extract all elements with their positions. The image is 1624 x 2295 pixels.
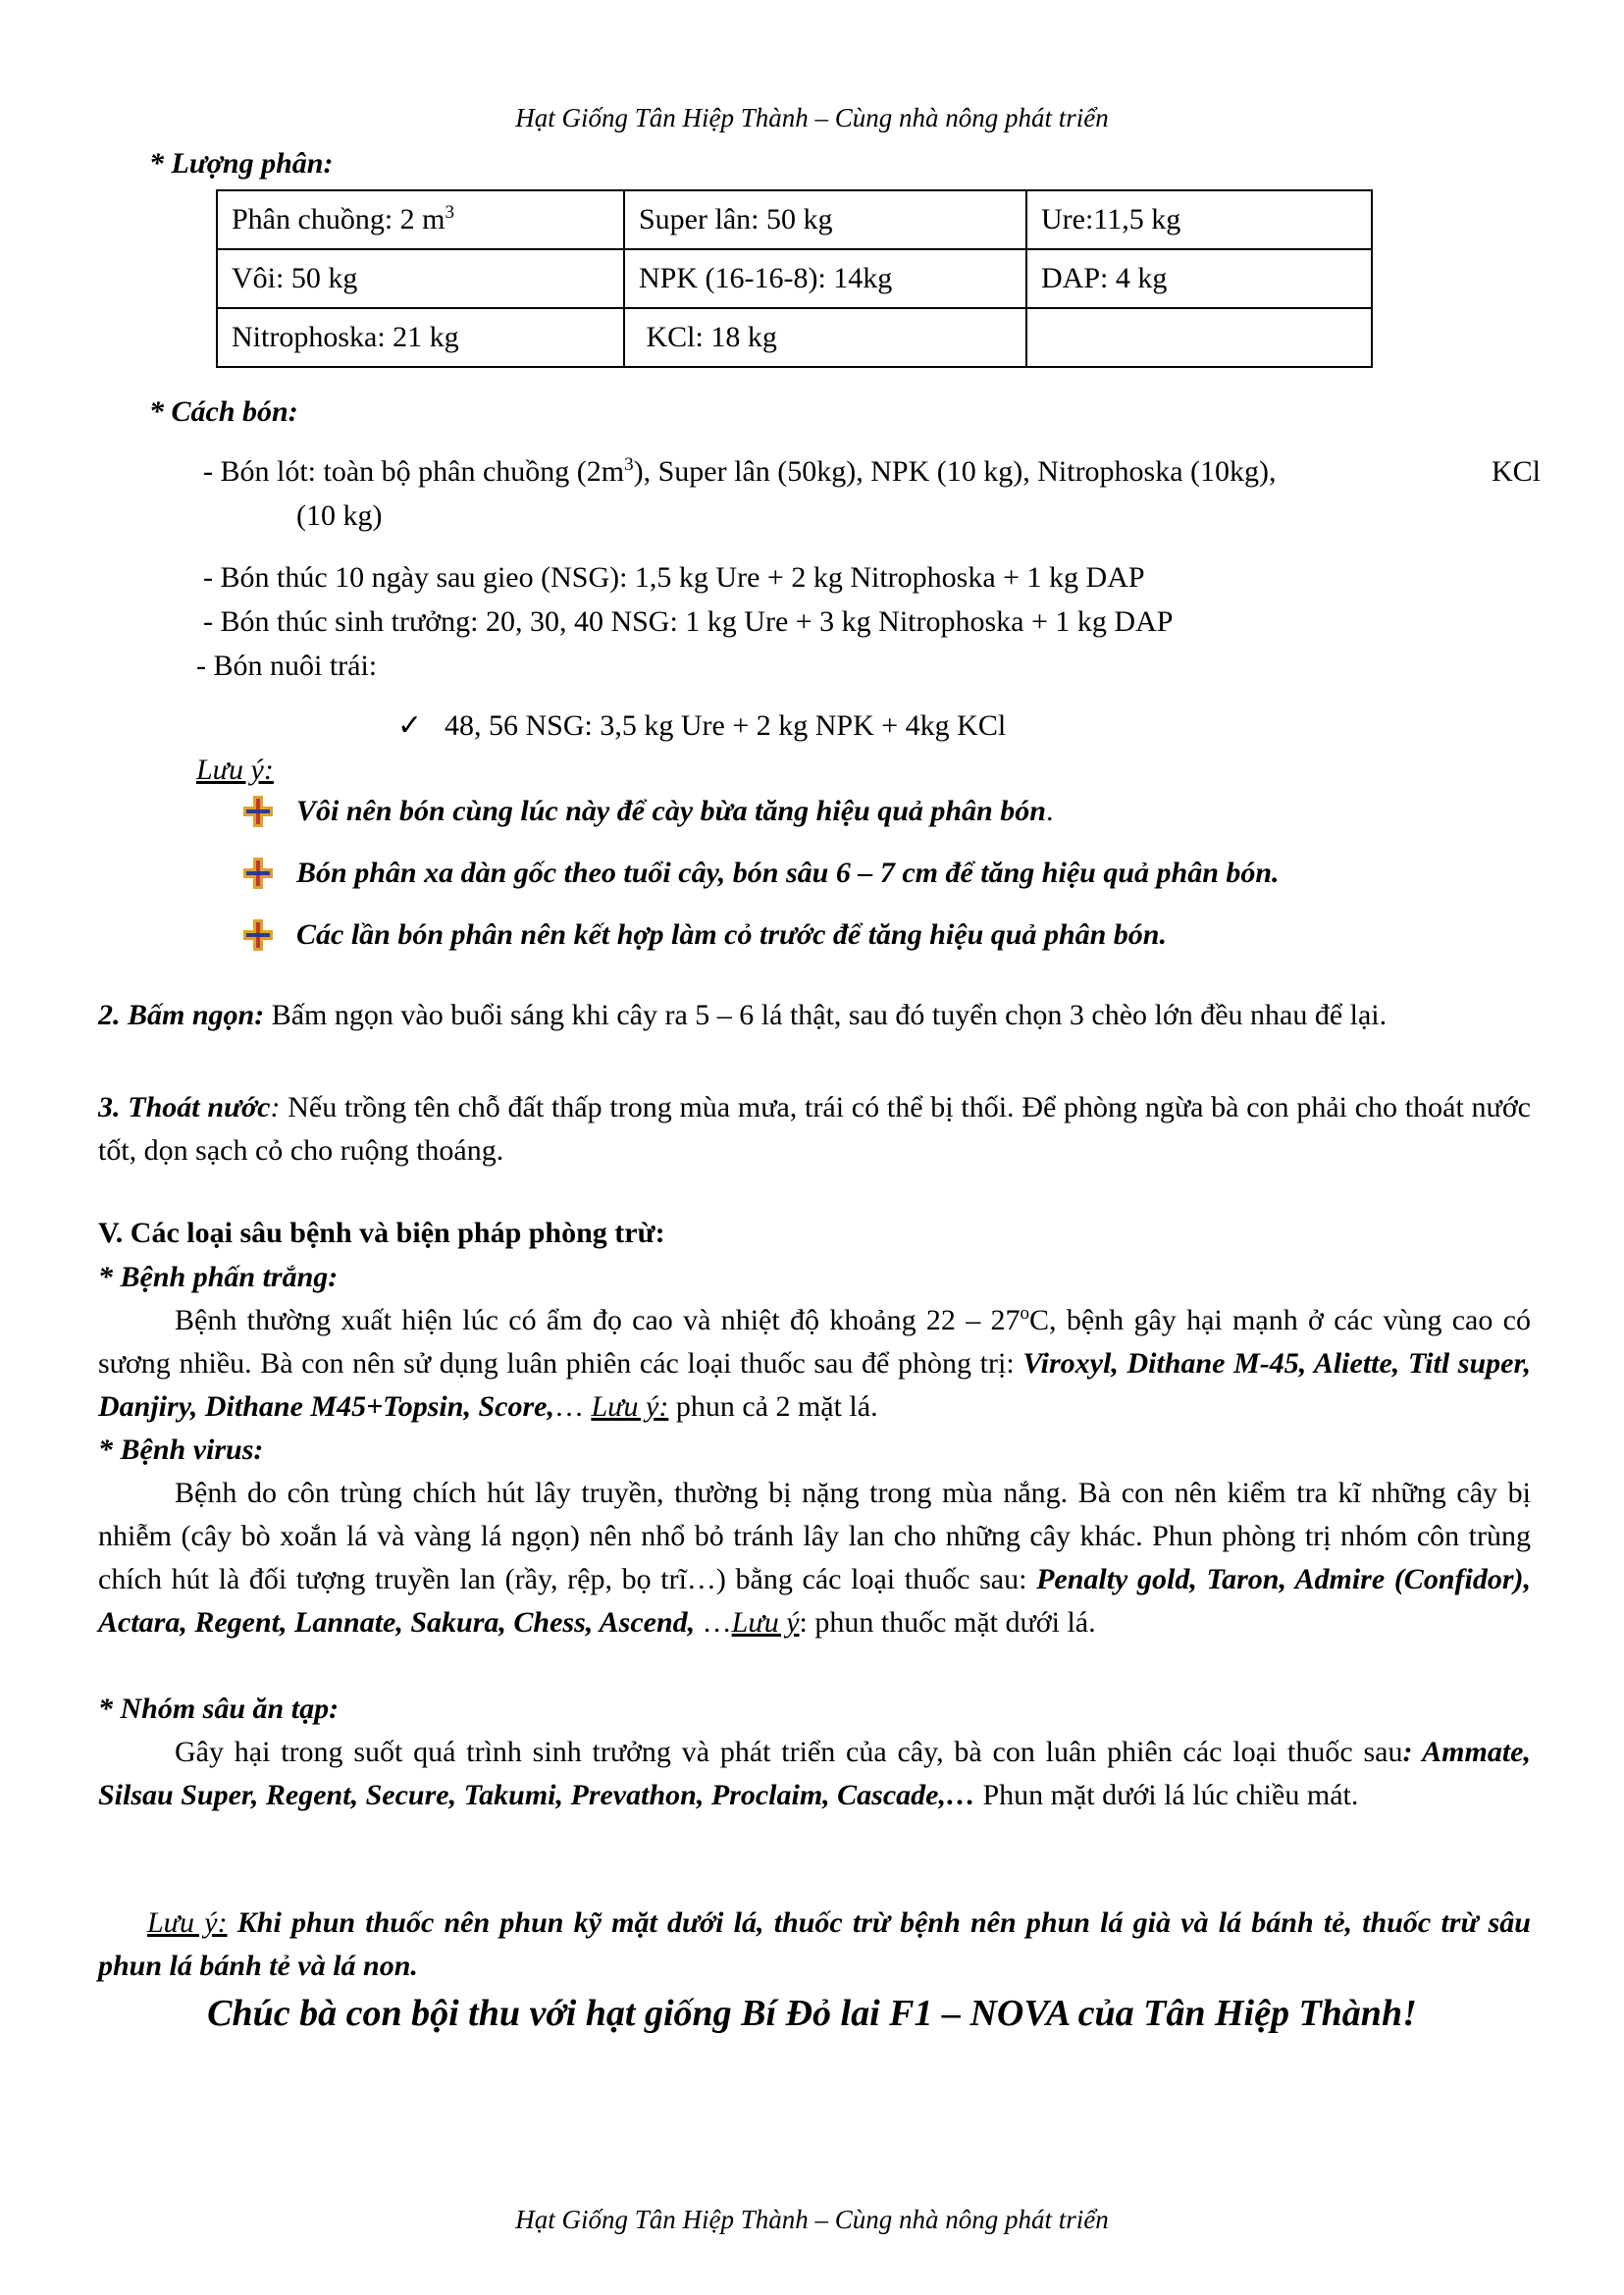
virus-paragraph: Bệnh do côn trùng chích hút lây truyền, thường bị nặng trong mùa nắng. Bà con nên kiểm tra kĩ những cây bị nhiễm (cây bò xoắn lá và vàng lá ngọn) nên nhổ bỏ tránh lây lan cho những cây khác. Phun phòng trị nhóm côn trùng chích hút là đối tượng truyền lan (rầy, rệp, bọ trĩ…) bằng các loại thuốc sau: Penalty gold, Taron, Admire (Confidor), Actara, Regent, Lannate, Sakura, Chess, Ascend, …Lưu ý: phun thuốc mặt dưới lá.	[98, 1477, 1531, 1639]
cross-bullet-icon	[243, 796, 273, 827]
page-header: Hạt Giống Tân Hiệp Thành – Cùng nhà nông phát triển	[515, 103, 1109, 132]
table-cell: Nitrophoska: 21 kg	[217, 308, 624, 367]
table-row	[217, 249, 1372, 308]
check-mark-icon: ✓	[397, 709, 423, 742]
page-footer: Hạt Giống Tân Hiệp Thành – Cùng nhà nông phát triển	[515, 2205, 1109, 2234]
table-cell: Vôi: 50 kg	[217, 249, 624, 308]
fertilizer-amount-title: * Lượng phân:	[149, 147, 334, 180]
caterpillar-title: * Nhóm sâu ăn tạp:	[98, 1693, 340, 1725]
table-cell: DAP: 4 kg	[1026, 249, 1372, 308]
virus-title: * Bệnh virus:	[98, 1434, 264, 1466]
powdery-mildew-title: * Bệnh phấn trắng:	[98, 1261, 339, 1293]
table-cell: NPK (16-16-8): 14kg	[624, 249, 1026, 308]
table-cell: Phân chuồng: 2 $m^3$	[217, 190, 624, 249]
basal-fertilizing-line: - Bón lót: toàn bộ phân chuồng $(2m^3)$, Super lân (50kg), NPK (10 kg), Nitrophoska (10kg),	[203, 454, 1277, 488]
top-dressing-2: - Bón thúc sinh trưởng: 20, 30, 40 NSG: 1 kg Ure + 3 kg Nitrophoska + 1 kg DAP	[203, 605, 1174, 638]
closing-message: Chúc bà con bội thu với hạt giống Bí Đỏ lai F1 – NOVA của Tân Hiệp Thành!	[207, 1993, 1417, 2034]
fruit-feeding-title: - Bón nuôi trái:	[196, 650, 378, 682]
caterpillar-paragraph: Gây hại trong suốt quá trình sinh trưởng và phát triển của cây, bà con luân phiên các loại thuốc sau: Ammate, Silsau Super, Regent, Secure, Takumi, Prevathon, Proclaim, Cascade,… Phun mặt dưới lá lúc chiều mát.	[98, 1736, 1531, 1811]
fertilizer-table	[216, 189, 1373, 368]
note-item: Bón phân xa dàn gốc theo tuổi cây, bón sâu 6 – 7 cm để tăng hiệu quả phân bón.	[296, 857, 1280, 889]
table-cell: Super lân: 50 kg	[624, 190, 1026, 249]
note-item: Các lần bón phân nên kết hợp làm cỏ trước để tăng hiệu quả phân bón.	[296, 918, 1167, 951]
fertilizing-method-title: * Cách bón:	[149, 395, 298, 428]
drainage-paragraph: 3. Thoát nước: Nếu trồng tên chỗ đất thấp trong mùa mưa, trái có thể bị thối. Để phòng ngừa bà con phải cho thoát nước tốt, dọn sạch cỏ cho ruộng thoáng.	[98, 1091, 1532, 1167]
cross-bullet-icon	[243, 858, 273, 889]
note-item: Vôi nên bón cùng lúc này để cày bừa tăng hiệu quả phân bón.	[296, 795, 1054, 827]
cross-bullet-icon	[243, 919, 273, 951]
powdery-mildew-paragraph: Bệnh thường xuất hiện lúc có ẩm đọ cao và nhiệt độ khoảng 22 – 27$^o$C, bệnh gây hại mạnh ở các vùng cao có sương nhiều. Bà con nên sử dụng luân phiên các loại thuốc sau để phòng trị: Viroxyl, Dithane M-45, Aliette, Titl super, Danjiry, Dithane M45+Topsin, Score,… Lưu ý: phun cả 2 mặt lá.	[98, 1303, 1532, 1423]
table-cell: KCl: 18 kg	[624, 308, 1026, 367]
table-row	[217, 308, 1372, 367]
top-dressing-1: - Bón thúc 10 ngày sau gieo (NSG): 1,5 kg Ure + 2 kg Nitrophoska + 1 kg DAP	[203, 561, 1145, 594]
final-note-paragraph: Lưu ý: Khi phun thuốc nên phun kỹ mặt dưới lá, thuốc trừ bệnh nên phun lá già và lá bánh tẻ, thuốc trừ sâu phun lá bánh tẻ và lá non.	[98, 1906, 1531, 1982]
table-cell	[1026, 308, 1372, 367]
pinching-paragraph: 2. Bấm ngọn: Bấm ngọn vào buổi sáng khi cây ra 5 – 6 lá thật, sau đó tuyển chọn 3 chèo lớn đều nhau để lại.	[98, 999, 1388, 1031]
basal-fertilizing-kcl: KCl	[1492, 455, 1542, 488]
fruit-feeding-item: ✓ 48, 56 NSG: 3,5 kg Ure + 2 kg NPK + 4kg KCl	[397, 704, 1006, 748]
section-v-title: V. Các loại sâu bệnh và biện pháp phòng trừ:	[98, 1217, 665, 1249]
note-label: Lưu ý:	[196, 754, 274, 786]
table-cell: Ure:11,5 kg	[1026, 190, 1372, 249]
table-row	[217, 190, 1372, 249]
basal-fertilizing-kcl-amount: (10 kg)	[296, 499, 383, 532]
